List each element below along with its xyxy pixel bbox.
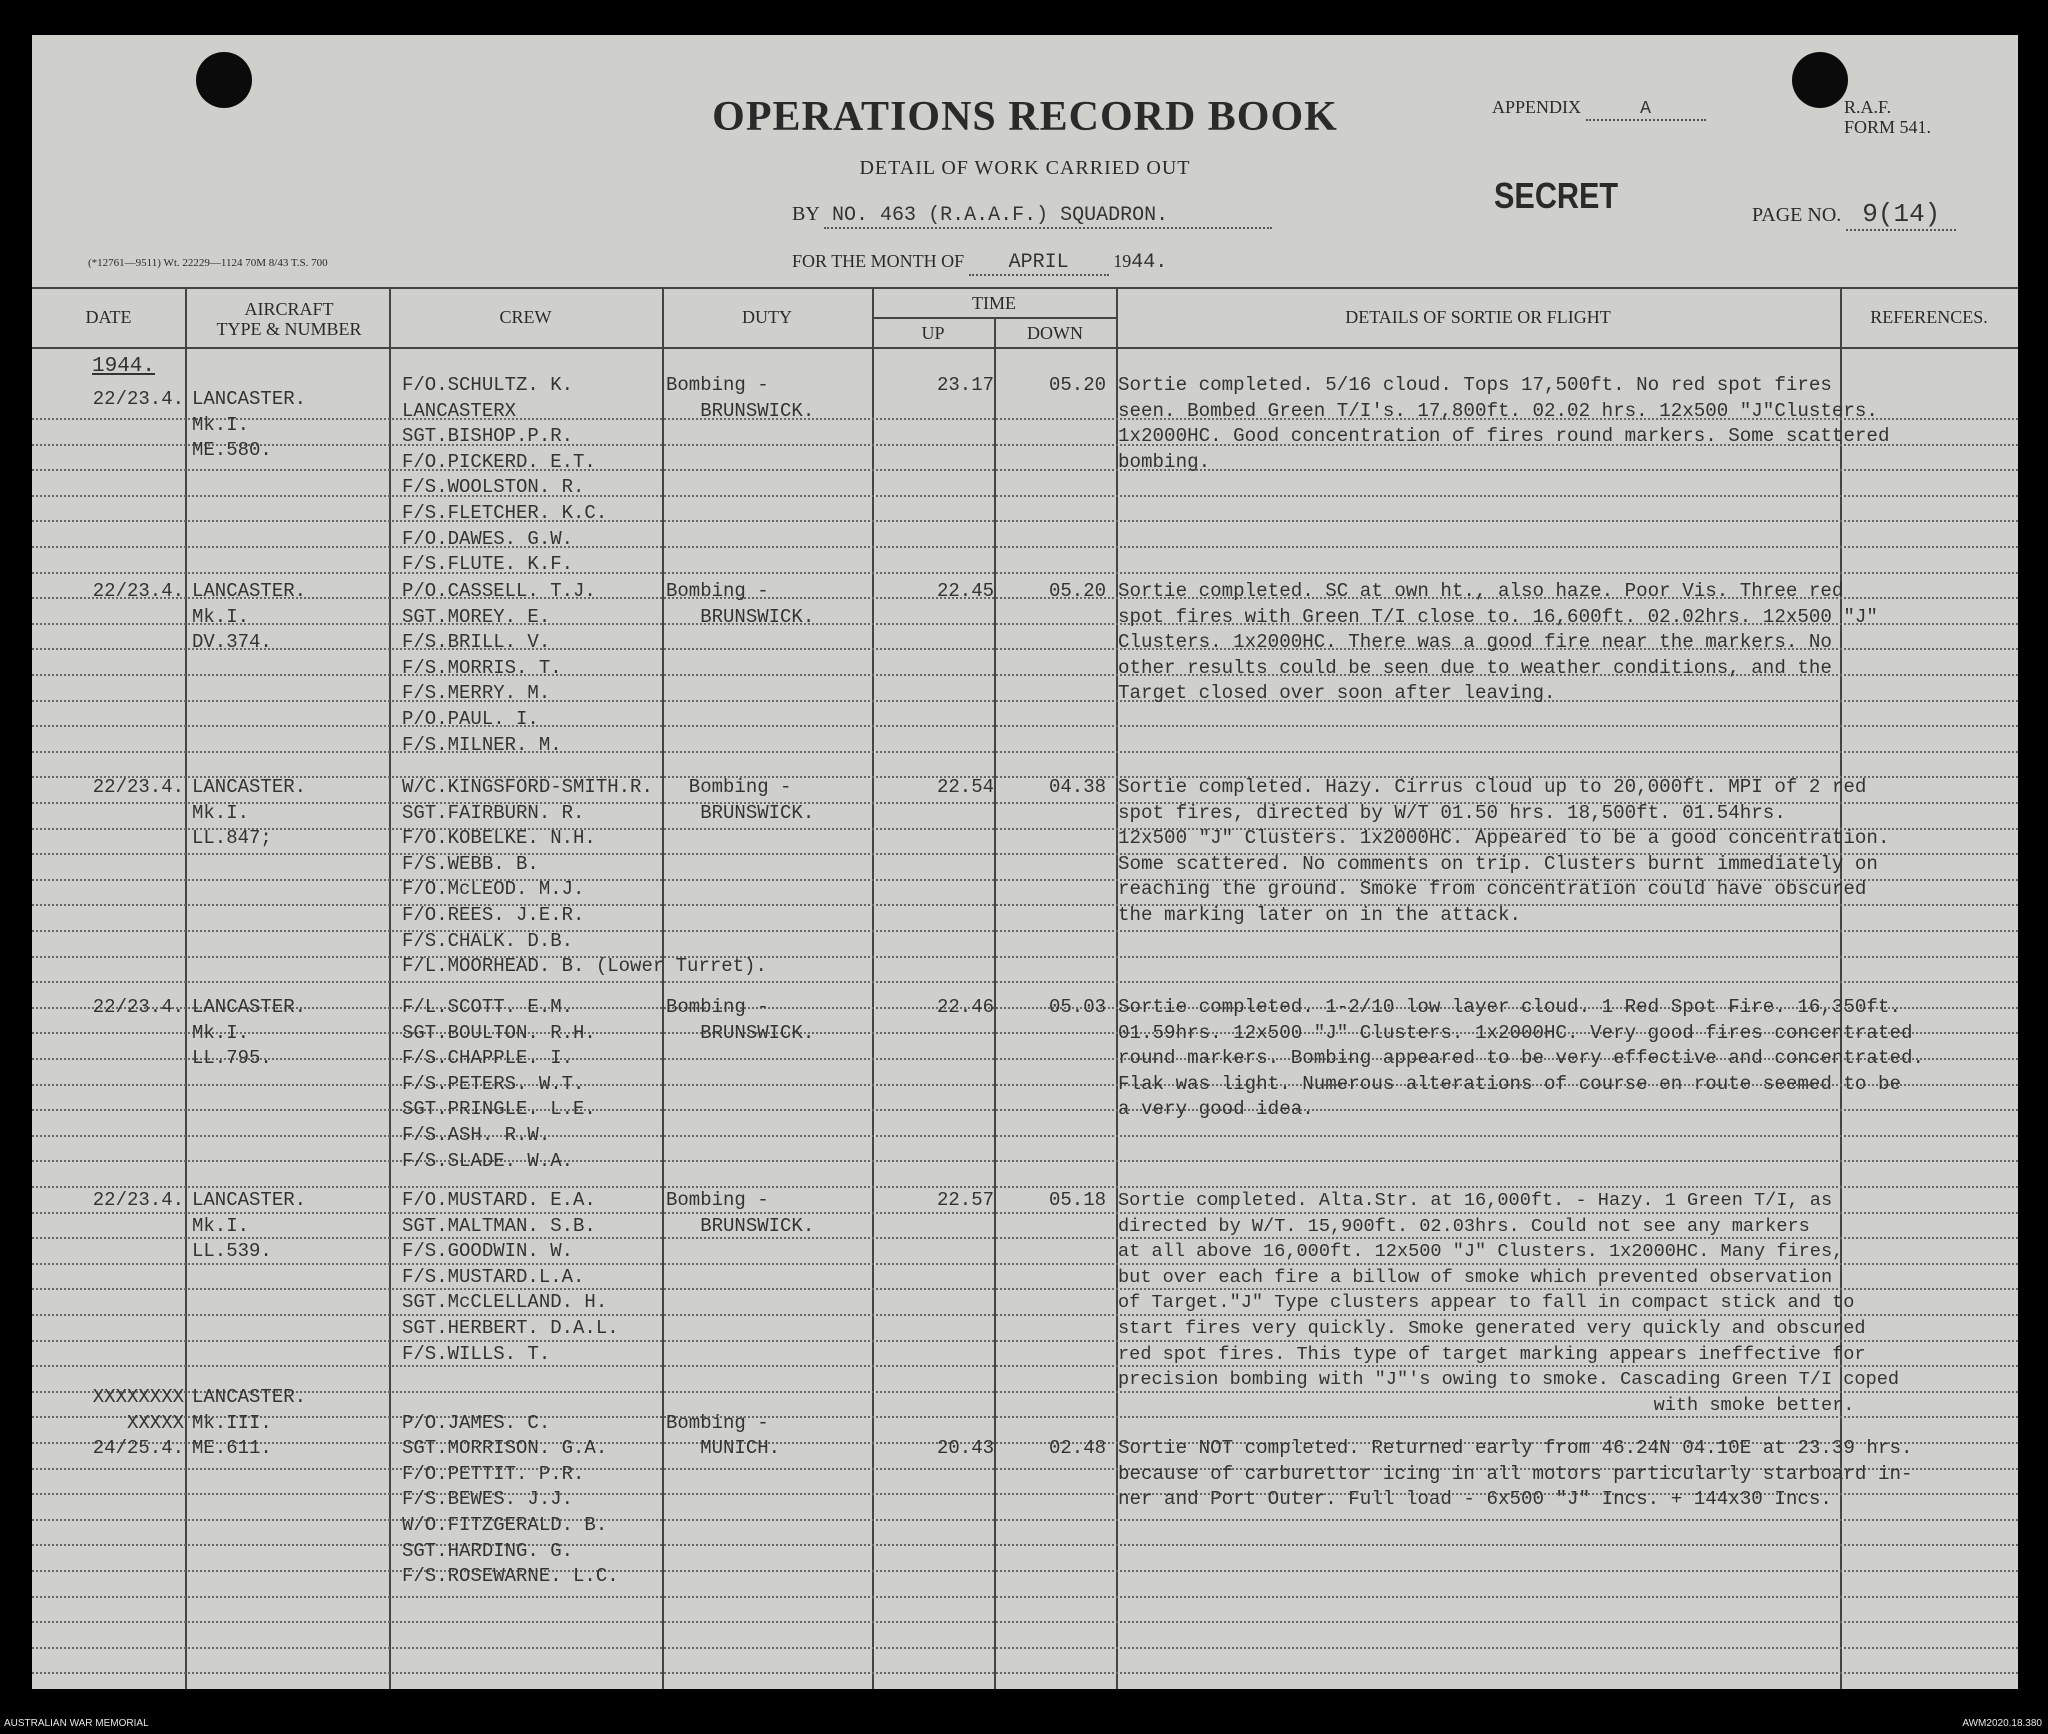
col-rule-up (994, 317, 996, 1689)
entry-crew: F/O.MUSTARD. E.A. SGT.MALTMAN. S.B. F/S.GOODWIN. W. F/S.MUSTARD.L.A. SGT.McCLELLAND. H. SGT.HERBERT. D.A.L. F/S.WILLS. T. (402, 1189, 619, 1365)
entry-details: Sortie completed. 5/16 cloud. Tops 17,500ft. No red spot fires seen. Bombed Green T/I's. 17,800ft. 02.02 hrs. 12x500 "J"Clusters. 1x2000HC. Good concentration of fires round markers. Some scattered bombing. (1118, 374, 1890, 473)
entry-duty: Bombing - BRUNSWICK. (666, 996, 815, 1044)
header-up: UP (921, 323, 945, 343)
ruled-line (32, 1544, 2018, 1546)
entry-details: Sortie completed. Hazy. Cirrus cloud up to 20,000ft. MPI of 2 red spot fires, directed by W/T 01.50 hrs. 18,500ft. 01.54hrs. 12x500 "J" Clusters. 1x2000HC. Appeared to be a good concentration. Some scattered. No comments on trip. Clusters burnt immediately on reaching the ground. Smoke from concentration could have obscured the marking later on in the attack. (1118, 776, 1890, 926)
entry-date: 22/23.4. (92, 1189, 184, 1211)
ruled-line (32, 1596, 2018, 1598)
entry-time-down: 05.20 (1048, 374, 1106, 396)
ruled-line (32, 1135, 2018, 1137)
header-date: DATE (85, 307, 132, 327)
entry-time-down: 05.20 (1048, 580, 1106, 602)
secret-stamp: SECRET (1494, 175, 1619, 216)
entry-duty: Bombing - MUNICH. (666, 1411, 781, 1460)
entry-details: Sortie completed. SC at own ht., also haze. Poor Vis. Three red spot fires with Green T/I close to. 16,600ft. 02.02hrs. 12x500 "J" Clusters. 1x2000HC. There was a good fire near the markers. No other results could be seen due to weather conditions, and the Target closed over soon after leaving. (1118, 580, 1878, 705)
header-aircraft-line1: AIRCRAFT (244, 299, 334, 319)
ruled-line (32, 546, 2018, 548)
entry-crew: F/O.SCHULTZ. K. LANCASTERX SGT.BISHOP.P.R. F/O.PICKERD. E.T. F/S.WOOLSTON. R. F/S.FLETCHER. K.C. F/O.DAWES. G.W. F/S.FLUTE. K.F. (402, 374, 608, 576)
appendix (1492, 97, 1706, 121)
entry-time-up: 22.57 (936, 1189, 994, 1211)
ruled-line (32, 572, 2018, 574)
entry-aircraft: LANCASTER. Mk.I. LL.539. (192, 1189, 307, 1263)
entry-time-up: 22.54 (936, 776, 994, 798)
month-line (792, 251, 1167, 276)
by-label: BY (792, 203, 820, 225)
ruled-line (32, 1570, 2018, 1572)
entry-date: 22/23.4. (92, 580, 184, 602)
entry-aircraft: LANCASTER. Mk.I. LL.795. (192, 996, 307, 1070)
raf-label: R.A.F. (1844, 97, 1892, 117)
ruled-line (32, 1519, 2018, 1521)
entry-time-down: 02.48 (1048, 1437, 1106, 1460)
header-aircraft-line2: TYPE & NUMBER (216, 319, 362, 339)
ruled-line (32, 956, 2018, 958)
header-duty: DUTY (742, 307, 792, 327)
entry-crew: F/L.SCOTT. E.M. SGT.BOULTON. R.H. F/S.CHAPPLE. I. F/S.PETERS. W.T. SGT.PRINGLE. L.E. F/S.ASH. R.W. F/S.SLADE. W.A. (402, 996, 596, 1172)
ruled-line (32, 520, 2018, 522)
ruled-line (32, 495, 2018, 497)
table-top-rule (32, 287, 2018, 289)
ruled-line (32, 930, 2018, 932)
header-bottom-rule (32, 347, 2018, 349)
entry-time-up: 20.43 (936, 1437, 994, 1460)
entry-time-down: 05.18 (1048, 1189, 1106, 1211)
page-label: PAGE NO. (1752, 204, 1842, 226)
ruled-line (32, 725, 2018, 727)
header-aircraft (189, 299, 389, 339)
entry-duty: Bombing - BRUNSWICK. (666, 580, 815, 628)
form-subtitle: DETAIL OF WORK CARRIED OUT (859, 157, 1191, 179)
form-541-label: FORM 541. (1844, 117, 1932, 137)
col-rule-date (185, 287, 187, 1689)
appendix-label: APPENDIX (1492, 97, 1582, 117)
entry-date: 22/23.4. (92, 996, 184, 1018)
appendix-value: A (1586, 99, 1706, 121)
squadron-value: NO. 463 (R.A.A.F.) SQUADRON. (824, 204, 1272, 229)
col-rule-crew (662, 287, 664, 1689)
footer-source: AUSTRALIAN WAR MEMORIAL (4, 1718, 149, 1729)
entry-details: Sortie NOT completed. Returned early from 46.24N 04.10E at 23.39 hrs. because of carburettor icing in all motors particularly starboard in- ner and Port Outer. Full load - 6x500 "J" Incs. + 144x30 Incs. (1118, 1437, 1913, 1511)
form-number (1844, 97, 1931, 137)
year-suffix: 44. (1131, 251, 1168, 274)
entry-crew: W/C.KINGSFORD-SMITH.R. SGT.FAIRBURN. R. F/O.KOBELKE. N.H. F/S.WEBB. B. F/O.McLEOD. M.J. F/O.REES. J.E.R. F/S.CHALK. D.B. F/L.MOORHEAD. B. (Lower Turret). (402, 776, 767, 978)
entry-date: 22/23.4. (92, 776, 184, 798)
entry-time-up: 23.17 (936, 374, 994, 396)
entry-aircraft: LANCASTER. Mk.I. ME.580. (192, 388, 307, 462)
entry-aircraft: LANCASTER. Mk.I. DV.374. (192, 580, 307, 654)
ruled-line (32, 981, 2018, 983)
entry-duty: Bombing - BRUNSWICK. (688, 776, 815, 824)
entry-crew: P/O.CASSELL. T.J. SGT.MOREY. E. F/S.BRILL. V. F/S.MORRIS. T. F/S.MERRY. M. P/O.PAUL. I. F/S.MILNER. M. (402, 580, 596, 756)
entry-time-down: 04.38 (1048, 776, 1106, 798)
entry-aircraft: LANCASTER. Mk.III. ME.611. (192, 1386, 307, 1460)
entry-time-up: 22.45 (936, 580, 994, 602)
ruled-line (32, 1160, 2018, 1162)
header-down: DOWN (1027, 323, 1083, 343)
entry-date: 22/23.4. (92, 388, 184, 410)
ruled-line (32, 1647, 2018, 1649)
ruled-line (32, 751, 2018, 753)
year-label: 1944. (92, 355, 156, 378)
entry-aircraft: LANCASTER. Mk.I. LL.847; (192, 776, 307, 850)
ruled-line (32, 1672, 2018, 1674)
col-rule-aircraft (389, 287, 391, 1689)
page-value: 9(14) (1846, 199, 1956, 231)
entry-duty: Bombing - BRUNSWICK. (666, 1189, 815, 1237)
header-time: TIME (972, 293, 1016, 313)
entry-time-down: 05.03 (1048, 996, 1106, 1018)
entry-details: Sortie completed. 1-2/10 low layer cloud. 1 Red Spot Fire. 16,350ft. 01.59hrs. 12x500 "J" Clusters. 1x2000HC. Very good fires concentrated round markers. Bombing appeared to be very effective and concentrated. Flak was light. Numerous alterations of course en route seemed to be a very good idea. (1118, 996, 1925, 1121)
squadron-line (792, 203, 1272, 229)
entry-crew: P/O.JAMES. C. SGT.MORRISON. G.A. F/O.PETTIT. P.R. F/S.BEWES. J.J. W/O.FITZGERALD. B. SGT.HARDING. G. F/S.ROSEWARNE. L.C. (402, 1411, 619, 1588)
print-reference: (*12761—9511) Wt. 22229—1124 70M 8/43 T.S. 700 (88, 257, 328, 269)
form-title: OPERATIONS RECORD BOOK (712, 94, 1338, 140)
entry-duty: Bombing - BRUNSWICK. (666, 374, 815, 422)
col-rule-duty (872, 287, 874, 1689)
year-prefix: 19 (1113, 251, 1132, 271)
entry-details: Sortie completed. Alta.Str. at 16,000ft. - Hazy. 1 Green T/I, as directed by W/T. 15,900ft. 02.03hrs. Could not see any markers at all above 16,000ft. 12x500 "J" Clusters. 1x2000HC. Many fires, but over each fire a billow of smoke which prevented observation of Target."J" Type clusters appear to fall in compact stick and to start fires very quickly. Smoke generated very quickly and obscured red spot fires. This type of target marking appears ineffective for precision bombing with "J"'s owing to smoke. Cascading Green T/I coped with smoke better. (1118, 1190, 1900, 1416)
month-value: APRIL (969, 251, 1109, 276)
entry-time-up: 22.46 (936, 996, 994, 1018)
header-details: DETAILS OF SORTIE OR FLIGHT (1345, 307, 1611, 327)
page-number (1752, 199, 1956, 231)
record-sheet (32, 35, 2018, 1689)
header-references: REFERENCES. (1870, 307, 1988, 327)
footer-accession: AWM2020.18.380 (1962, 1718, 2042, 1729)
ruled-line (32, 1621, 2018, 1623)
entry-date: XXXXXXXX XXXXX 24/25.4. (92, 1386, 184, 1460)
header-crew: CREW (499, 307, 552, 327)
month-label: FOR THE MONTH OF (792, 251, 965, 271)
